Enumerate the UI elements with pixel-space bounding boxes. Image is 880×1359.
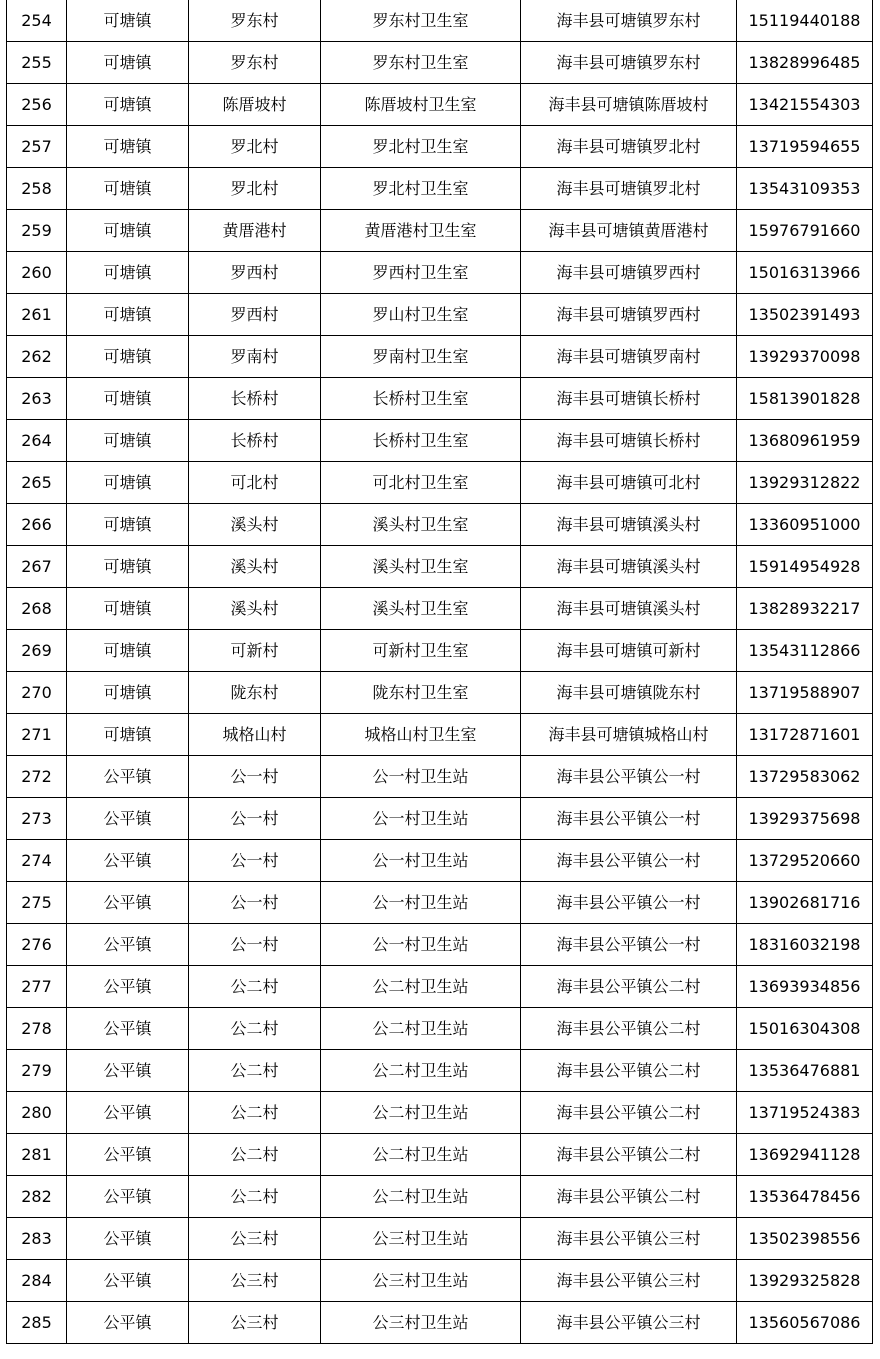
village-cell: 公一村	[189, 840, 321, 882]
clinic-name-cell: 城格山村卫生室	[321, 714, 521, 756]
clinic-name-cell: 公三村卫生站	[321, 1260, 521, 1302]
clinic-name-cell: 公二村卫生站	[321, 966, 521, 1008]
village-cell: 公二村	[189, 1176, 321, 1218]
row-number-cell: 259	[7, 210, 67, 252]
phone-cell: 13719524383	[737, 1092, 873, 1134]
village-cell: 公二村	[189, 1050, 321, 1092]
table-row	[7, 126, 873, 168]
table-row	[7, 1218, 873, 1260]
clinic-name-cell: 溪头村卫生室	[321, 546, 521, 588]
address-cell: 海丰县公平镇公二村	[521, 1176, 737, 1218]
address-cell: 海丰县公平镇公二村	[521, 966, 737, 1008]
town-cell: 可塘镇	[67, 84, 189, 126]
address-cell: 海丰县可塘镇陇东村	[521, 672, 737, 714]
row-number-cell: 279	[7, 1050, 67, 1092]
phone-cell: 13421554303	[737, 84, 873, 126]
row-number-cell: 271	[7, 714, 67, 756]
table-row	[7, 336, 873, 378]
table-row	[7, 210, 873, 252]
village-cell: 罗北村	[189, 126, 321, 168]
clinic-name-cell: 可北村卫生室	[321, 462, 521, 504]
village-cell: 公三村	[189, 1218, 321, 1260]
table-row	[7, 756, 873, 798]
town-cell: 可塘镇	[67, 672, 189, 714]
address-cell: 海丰县可塘镇黄厝港村	[521, 210, 737, 252]
row-number-cell: 272	[7, 756, 67, 798]
row-number-cell: 280	[7, 1092, 67, 1134]
phone-cell: 13929375698	[737, 798, 873, 840]
phone-cell: 13502398556	[737, 1218, 873, 1260]
clinic-name-cell: 罗东村卫生室	[321, 0, 521, 42]
address-cell: 海丰县公平镇公三村	[521, 1302, 737, 1344]
clinic-name-cell: 溪头村卫生室	[321, 504, 521, 546]
clinic-name-cell: 罗西村卫生室	[321, 252, 521, 294]
address-cell: 海丰县公平镇公二村	[521, 1134, 737, 1176]
address-cell: 海丰县可塘镇罗南村	[521, 336, 737, 378]
village-cell: 可北村	[189, 462, 321, 504]
town-cell: 公平镇	[67, 1176, 189, 1218]
table-row	[7, 168, 873, 210]
town-cell: 公平镇	[67, 756, 189, 798]
table-row	[7, 672, 873, 714]
clinic-name-cell: 长桥村卫生室	[321, 420, 521, 462]
clinic-name-cell: 公二村卫生站	[321, 1176, 521, 1218]
table-row	[7, 462, 873, 504]
address-cell: 海丰县可塘镇溪头村	[521, 588, 737, 630]
row-number-cell: 257	[7, 126, 67, 168]
village-cell: 公一村	[189, 924, 321, 966]
row-number-cell: 254	[7, 0, 67, 42]
address-cell: 海丰县可塘镇溪头村	[521, 504, 737, 546]
table-row	[7, 1176, 873, 1218]
town-cell: 可塘镇	[67, 294, 189, 336]
row-number-cell: 256	[7, 84, 67, 126]
row-number-cell: 265	[7, 462, 67, 504]
clinic-name-cell: 公二村卫生站	[321, 1134, 521, 1176]
clinic-name-cell: 公一村卫生站	[321, 840, 521, 882]
address-cell: 海丰县可塘镇可北村	[521, 462, 737, 504]
row-number-cell: 274	[7, 840, 67, 882]
phone-cell: 13536476881	[737, 1050, 873, 1092]
row-number-cell: 263	[7, 378, 67, 420]
table-row	[7, 1050, 873, 1092]
village-cell: 公一村	[189, 756, 321, 798]
table-row	[7, 1260, 873, 1302]
table-row	[7, 840, 873, 882]
town-cell: 可塘镇	[67, 462, 189, 504]
table-row	[7, 294, 873, 336]
town-cell: 可塘镇	[67, 42, 189, 84]
town-cell: 公平镇	[67, 1134, 189, 1176]
clinic-name-cell: 可新村卫生室	[321, 630, 521, 672]
row-number-cell: 270	[7, 672, 67, 714]
village-cell: 可新村	[189, 630, 321, 672]
phone-cell: 13719588907	[737, 672, 873, 714]
table-row	[7, 1092, 873, 1134]
clinic-name-cell: 陇东村卫生室	[321, 672, 521, 714]
row-number-cell: 278	[7, 1008, 67, 1050]
address-cell: 海丰县公平镇公三村	[521, 1260, 737, 1302]
address-cell: 海丰县公平镇公一村	[521, 756, 737, 798]
town-cell: 公平镇	[67, 1260, 189, 1302]
address-cell: 海丰县可塘镇长桥村	[521, 420, 737, 462]
table-row	[7, 630, 873, 672]
town-cell: 公平镇	[67, 1302, 189, 1344]
village-cell: 罗西村	[189, 252, 321, 294]
village-cell: 溪头村	[189, 504, 321, 546]
address-cell: 海丰县公平镇公二村	[521, 1092, 737, 1134]
address-cell: 海丰县可塘镇溪头村	[521, 546, 737, 588]
address-cell: 海丰县公平镇公一村	[521, 798, 737, 840]
table-row	[7, 798, 873, 840]
clinic-table	[6, 0, 873, 1344]
phone-cell: 13929312822	[737, 462, 873, 504]
address-cell: 海丰县可塘镇陈厝坡村	[521, 84, 737, 126]
clinic-name-cell: 陈厝坡村卫生室	[321, 84, 521, 126]
table-row	[7, 1302, 873, 1344]
town-cell: 公平镇	[67, 840, 189, 882]
clinic-name-cell: 罗东村卫生室	[321, 42, 521, 84]
address-cell: 海丰县可塘镇罗东村	[521, 0, 737, 42]
town-cell: 公平镇	[67, 798, 189, 840]
phone-cell: 13828932217	[737, 588, 873, 630]
phone-cell: 13719594655	[737, 126, 873, 168]
phone-cell: 13560567086	[737, 1302, 873, 1344]
row-number-cell: 264	[7, 420, 67, 462]
row-number-cell: 267	[7, 546, 67, 588]
table-row	[7, 924, 873, 966]
row-number-cell: 275	[7, 882, 67, 924]
clinic-name-cell: 公二村卫生站	[321, 1092, 521, 1134]
clinic-name-cell: 公一村卫生站	[321, 756, 521, 798]
village-cell: 溪头村	[189, 546, 321, 588]
town-cell: 公平镇	[67, 1218, 189, 1260]
village-cell: 长桥村	[189, 378, 321, 420]
address-cell: 海丰县可塘镇罗北村	[521, 168, 737, 210]
phone-cell: 13929370098	[737, 336, 873, 378]
village-cell: 公二村	[189, 966, 321, 1008]
village-cell: 陇东村	[189, 672, 321, 714]
phone-cell: 13693934856	[737, 966, 873, 1008]
address-cell: 海丰县可塘镇罗东村	[521, 42, 737, 84]
village-cell: 城格山村	[189, 714, 321, 756]
table-row	[7, 378, 873, 420]
table-row	[7, 966, 873, 1008]
phone-cell: 13543109353	[737, 168, 873, 210]
row-number-cell: 285	[7, 1302, 67, 1344]
row-number-cell: 283	[7, 1218, 67, 1260]
clinic-table-body	[7, 0, 873, 1344]
clinic-table-container	[6, 0, 874, 1344]
row-number-cell: 268	[7, 588, 67, 630]
town-cell: 公平镇	[67, 882, 189, 924]
village-cell: 公一村	[189, 798, 321, 840]
phone-cell: 15813901828	[737, 378, 873, 420]
clinic-name-cell: 公二村卫生站	[321, 1008, 521, 1050]
clinic-name-cell: 罗北村卫生室	[321, 126, 521, 168]
town-cell: 公平镇	[67, 1092, 189, 1134]
village-cell: 公一村	[189, 882, 321, 924]
table-row	[7, 714, 873, 756]
table-row	[7, 1134, 873, 1176]
town-cell: 可塘镇	[67, 714, 189, 756]
town-cell: 可塘镇	[67, 126, 189, 168]
town-cell: 可塘镇	[67, 336, 189, 378]
address-cell: 海丰县可塘镇罗北村	[521, 126, 737, 168]
town-cell: 公平镇	[67, 966, 189, 1008]
row-number-cell: 266	[7, 504, 67, 546]
phone-cell: 13828996485	[737, 42, 873, 84]
phone-cell: 13692941128	[737, 1134, 873, 1176]
village-cell: 溪头村	[189, 588, 321, 630]
town-cell: 可塘镇	[67, 504, 189, 546]
phone-cell: 18316032198	[737, 924, 873, 966]
phone-cell: 13729583062	[737, 756, 873, 798]
village-cell: 公二村	[189, 1008, 321, 1050]
village-cell: 公二村	[189, 1092, 321, 1134]
table-row	[7, 1008, 873, 1050]
town-cell: 公平镇	[67, 1008, 189, 1050]
village-cell: 公三村	[189, 1260, 321, 1302]
table-row	[7, 84, 873, 126]
clinic-name-cell: 罗北村卫生室	[321, 168, 521, 210]
row-number-cell: 276	[7, 924, 67, 966]
clinic-name-cell: 公二村卫生站	[321, 1050, 521, 1092]
town-cell: 公平镇	[67, 924, 189, 966]
row-number-cell: 284	[7, 1260, 67, 1302]
village-cell: 罗南村	[189, 336, 321, 378]
clinic-name-cell: 罗南村卫生室	[321, 336, 521, 378]
table-row	[7, 252, 873, 294]
village-cell: 长桥村	[189, 420, 321, 462]
phone-cell: 13729520660	[737, 840, 873, 882]
town-cell: 可塘镇	[67, 0, 189, 42]
town-cell: 可塘镇	[67, 546, 189, 588]
village-cell: 罗东村	[189, 0, 321, 42]
clinic-name-cell: 公一村卫生站	[321, 798, 521, 840]
address-cell: 海丰县可塘镇可新村	[521, 630, 737, 672]
phone-cell: 15016313966	[737, 252, 873, 294]
address-cell: 海丰县公平镇公一村	[521, 840, 737, 882]
phone-cell: 13680961959	[737, 420, 873, 462]
table-row	[7, 546, 873, 588]
clinic-name-cell: 长桥村卫生室	[321, 378, 521, 420]
town-cell: 可塘镇	[67, 210, 189, 252]
town-cell: 可塘镇	[67, 420, 189, 462]
village-cell: 罗北村	[189, 168, 321, 210]
row-number-cell: 269	[7, 630, 67, 672]
phone-cell: 13929325828	[737, 1260, 873, 1302]
table-row	[7, 420, 873, 462]
phone-cell: 13502391493	[737, 294, 873, 336]
phone-cell: 13543112866	[737, 630, 873, 672]
clinic-name-cell: 公三村卫生站	[321, 1218, 521, 1260]
phone-cell: 15976791660	[737, 210, 873, 252]
address-cell: 海丰县可塘镇长桥村	[521, 378, 737, 420]
phone-cell: 13902681716	[737, 882, 873, 924]
row-number-cell: 277	[7, 966, 67, 1008]
row-number-cell: 281	[7, 1134, 67, 1176]
address-cell: 海丰县可塘镇罗西村	[521, 252, 737, 294]
address-cell: 海丰县可塘镇罗西村	[521, 294, 737, 336]
table-row	[7, 42, 873, 84]
table-row	[7, 588, 873, 630]
row-number-cell: 258	[7, 168, 67, 210]
phone-cell: 15119440188	[737, 0, 873, 42]
village-cell: 罗东村	[189, 42, 321, 84]
town-cell: 可塘镇	[67, 630, 189, 672]
row-number-cell: 273	[7, 798, 67, 840]
row-number-cell: 261	[7, 294, 67, 336]
clinic-name-cell: 罗山村卫生室	[321, 294, 521, 336]
address-cell: 海丰县可塘镇城格山村	[521, 714, 737, 756]
town-cell: 可塘镇	[67, 588, 189, 630]
row-number-cell: 255	[7, 42, 67, 84]
town-cell: 可塘镇	[67, 252, 189, 294]
address-cell: 海丰县公平镇公一村	[521, 924, 737, 966]
village-cell: 公二村	[189, 1134, 321, 1176]
town-cell: 可塘镇	[67, 378, 189, 420]
row-number-cell: 262	[7, 336, 67, 378]
address-cell: 海丰县公平镇公一村	[521, 882, 737, 924]
clinic-name-cell: 公三村卫生站	[321, 1302, 521, 1344]
address-cell: 海丰县公平镇公二村	[521, 1008, 737, 1050]
clinic-name-cell: 溪头村卫生室	[321, 588, 521, 630]
table-row	[7, 0, 873, 42]
town-cell: 可塘镇	[67, 168, 189, 210]
clinic-name-cell: 公一村卫生站	[321, 882, 521, 924]
village-cell: 罗西村	[189, 294, 321, 336]
address-cell: 海丰县公平镇公三村	[521, 1218, 737, 1260]
phone-cell: 15914954928	[737, 546, 873, 588]
address-cell: 海丰县公平镇公二村	[521, 1050, 737, 1092]
clinic-name-cell: 公一村卫生站	[321, 924, 521, 966]
village-cell: 公三村	[189, 1302, 321, 1344]
village-cell: 陈厝坡村	[189, 84, 321, 126]
phone-cell: 15016304308	[737, 1008, 873, 1050]
phone-cell: 13172871601	[737, 714, 873, 756]
table-row	[7, 882, 873, 924]
village-cell: 黄厝港村	[189, 210, 321, 252]
table-row	[7, 504, 873, 546]
phone-cell: 13536478456	[737, 1176, 873, 1218]
phone-cell: 13360951000	[737, 504, 873, 546]
clinic-name-cell: 黄厝港村卫生室	[321, 210, 521, 252]
row-number-cell: 282	[7, 1176, 67, 1218]
row-number-cell: 260	[7, 252, 67, 294]
town-cell: 公平镇	[67, 1050, 189, 1092]
